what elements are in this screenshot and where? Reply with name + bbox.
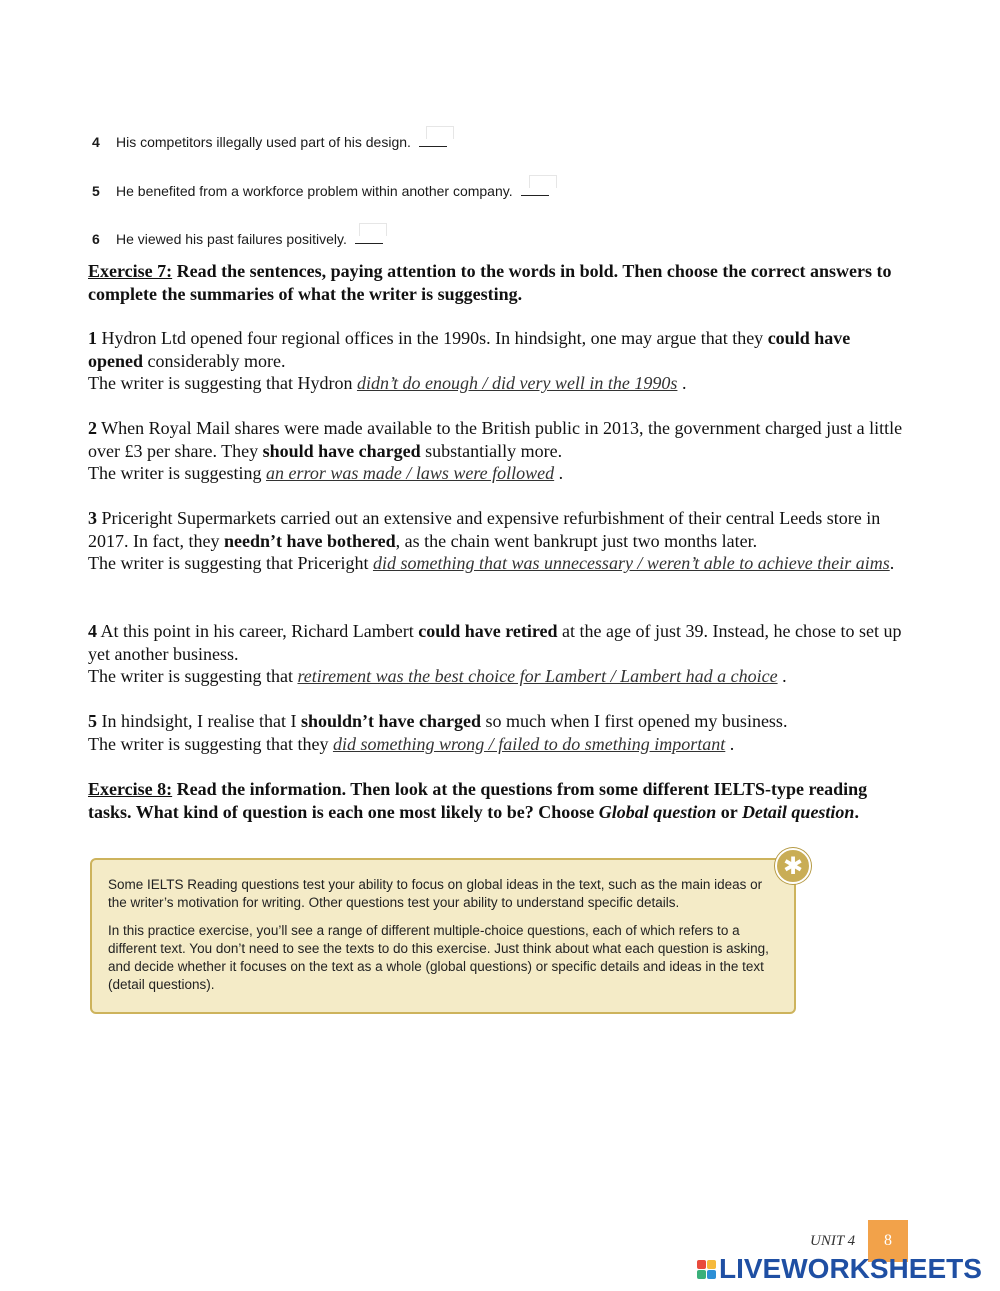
question-text: He benefited from a workforce problem within another company. <box>116 183 513 199</box>
item-sentence-end: substantially more. <box>420 440 563 461</box>
info-paragraph-1: Some IELTS Reading questions test your ability to focus on global ideas in the text, such as the main ideas or the writer’s motivation for writing. Other questions test your ability to understand specific details. <box>108 877 763 910</box>
exercise-8-instruction: Read the information. Then look at the questions from some different IELTS-type reading tasks. What kind of question is each one most likely to be? Choose <box>88 779 868 822</box>
item-number: 1 <box>88 328 97 348</box>
option-global: Global question <box>598 801 717 822</box>
summary-lead: The writer is suggesting that <box>88 666 298 686</box>
info-paragraph-2: In this practice exercise, you’ll see a range of different multiple-choice questions, each of which refers to a different text. You don’t need to see the texts to do this exercise. Just think about what each question is asking, and decide whether it focuses on the text as a whole (global questions) or specific details and ideas in the text (detail questions). <box>108 923 769 992</box>
summary-lead: The writer is suggesting that Hydron <box>88 373 357 393</box>
instruction-or: or <box>716 801 742 822</box>
summary-end: . <box>725 733 735 754</box>
question-text: His competitors illegally used part of his design. <box>116 134 411 150</box>
item-sentence: When Royal Mail shares were made available to the British public in 2013, the government charged just a little over £3 per share. They <box>88 418 903 461</box>
item-sentence: Hydron Ltd opened four regional offices in the 1990s. In hindsight, one may argue that they <box>97 328 768 348</box>
answer-blank[interactable] <box>419 134 447 147</box>
liveworksheets-logo <box>697 1255 982 1283</box>
question-text: He viewed his past failures positively. <box>116 231 347 247</box>
question-number: 6 <box>92 231 100 247</box>
question-4 <box>92 134 447 150</box>
page-number: 8 <box>868 1220 908 1262</box>
item-sentence-end: , as the chain went bankrupt just two months later. <box>395 530 758 551</box>
exercise-7-item-1 <box>88 327 908 395</box>
question-number: 5 <box>92 183 100 199</box>
answer-choice-dropdown[interactable]: retirement was the best choice for Lambert / Lambert had a choice <box>297 666 778 686</box>
item-number: 4 <box>88 621 97 641</box>
summary-lead: The writer is suggesting that Priceright <box>88 553 373 573</box>
answer-choice-dropdown[interactable]: did something wrong / failed to do smething important <box>332 733 726 754</box>
item-sentence-end: at the age of just 39. Instead, he chose to set up yet another business. <box>88 621 902 664</box>
summary-end: . <box>677 373 687 393</box>
item-sentence: At this point in his career, Richard Lambert <box>97 621 419 641</box>
summary-lead: The writer is suggesting <box>88 463 266 483</box>
question-6 <box>92 231 383 247</box>
item-sentence: In hindsight, I realise that I <box>97 711 301 731</box>
question-number: 4 <box>92 134 100 150</box>
exercise-8-label: Exercise 8: <box>88 779 173 799</box>
item-number: 5 <box>88 711 97 731</box>
exercise-7-label: Exercise 7: <box>88 261 173 281</box>
item-bold-phrase: should have charged <box>262 440 421 461</box>
exercise-7-item-4 <box>88 620 908 688</box>
summary-end: . <box>777 666 787 686</box>
info-box <box>90 858 796 1014</box>
item-bold-phrase: shouldn’t have charged <box>300 711 481 731</box>
exercise-8-heading <box>88 778 888 823</box>
star-icon: ✱ <box>775 848 811 884</box>
answer-choice-dropdown[interactable]: did something that was unnecessary / weren’t able to achieve their aims <box>372 553 890 573</box>
exercise-7-heading <box>88 260 908 305</box>
instruction-end: . <box>854 801 859 822</box>
summary-end: . <box>889 553 895 573</box>
item-bold-phrase: needn’t have bothered <box>223 530 396 551</box>
answer-blank[interactable] <box>521 183 549 196</box>
item-number: 2 <box>88 418 97 438</box>
option-detail: Detail question <box>741 801 855 822</box>
answer-blank[interactable] <box>355 231 383 244</box>
item-bold-phrase: could have opened <box>88 328 851 371</box>
summary-end: . <box>554 463 564 483</box>
answer-choice-dropdown[interactable]: didn’t do enough / did very well in the 1990s <box>356 373 678 393</box>
item-sentence-end: so much when I first opened my business. <box>480 711 788 731</box>
item-sentence: Priceright Supermarkets carried out an extensive and expensive refurbishment of their central Leeds store in 2017. In fact, they <box>88 508 881 551</box>
question-5 <box>92 183 549 199</box>
item-sentence-end: considerably more. <box>143 350 286 371</box>
exercise-7-item-5 <box>88 710 908 755</box>
item-bold-phrase: could have retired <box>418 621 558 641</box>
unit-label: UNIT 4 <box>810 1233 856 1249</box>
answer-choice-dropdown[interactable]: an error was made / laws were followed <box>265 463 555 483</box>
brand-name: LIVEWORKSHEETS <box>719 1253 982 1284</box>
exercise-7-item-3 <box>88 507 908 575</box>
logo-cubes-icon <box>697 1260 716 1279</box>
item-number: 3 <box>88 508 97 528</box>
exercise-7-item-2 <box>88 417 908 485</box>
exercise-7-instruction: Read the sentences, paying attention to the words in bold. Then choose the correct answers to complete the summaries of what the writer is suggesting. <box>88 261 892 304</box>
summary-lead: The writer is suggesting that they <box>88 733 333 754</box>
